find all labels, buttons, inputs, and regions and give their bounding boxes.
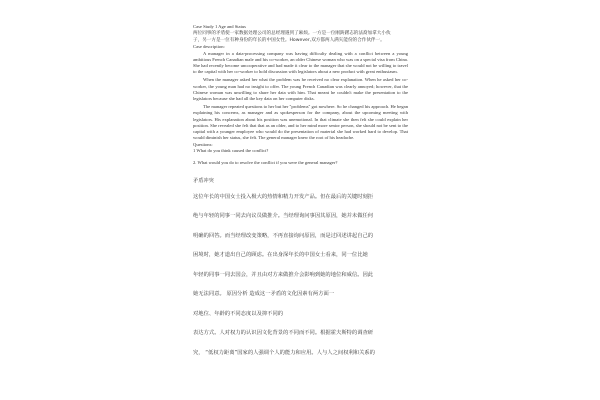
case-title: Case Study 1 Age and Status <box>193 24 246 29</box>
paragraph-2: When the manager asked her what the problem was he received no clear explanation. When he asked her co-worker, the young man had no insight to offer. The young French Canadian was clearly annoyed; however, that the Chinese woman was unwilling to share her data with him. That meant he couldn't make the presentation to the legislators because she had all the key data on her computer disks. <box>193 77 408 102</box>
intro-zh-line-1: 两位同事的矛盾使一家数据处理公司的总经理遇到了麻烦。一方是一位刚踌躇志的法裔加拿大小伙 <box>193 31 391 37</box>
analysis-line-2: 绝与年轻的同事一同去向议员做推介。当经理询问事因其原因，她并未做任何 <box>193 213 374 220</box>
intro-zh-line-2: 子，另一方是一位有种身份的年长的中国女性。However,双方都两人满矢能份的合作伙伴一。 <box>193 38 385 44</box>
analysis-line-9: 究， “低权力距离”国家的人强调个人的能力和应用。人与人之间权利和关系的 <box>193 349 375 356</box>
analysis-line-4: 困境时，她才道出自己的顾虑。在出身深年长的中国女士看来，同一位比她 <box>193 252 368 259</box>
analysis-line-6: 她无法同意。 原因分析 造成这一矛盾的文化因素有两方面一 <box>193 291 335 298</box>
paragraph-3: The manager repeated questions to her but her "problems" got nowhere. So he changed his approach. He began explaining his concerns, as manager and as spokesperson for the company, about the upcoming meeting with legislators. His explanation about his position was unemotional. In that climate she then felt she could explain her position. She revealed she felt that that as an older, and to her mind more senior person, she should not be sent to the capital with a younger employee who would do the presentation of material she had worked hard to develop. That would diminish her status, she felt. The general manager knew the root of his headache. <box>193 103 408 141</box>
paragraph-1: A manager in a data-processing company was having difficulty dealing with a conflict between a young ambitious French Canadian male and his co-worker, an older Chinese woman who was on a special visa from China. She had recently become uncooperative and had made it clear to the manager that she would not be willing to travel to the capital with her co-worker to hold discussion with legislators about a new product with great enthusiasm. <box>193 50 408 75</box>
analysis-line-1: 这位年长的中国女士投入极大的热情和精力开发产品。但在最后的关键时刻拒 <box>193 193 374 200</box>
document-page <box>193 24 408 363</box>
analysis-line-8: 表达方式。人对权力的认识因文化背景的不同而不同。根据霍夫斯特的调查研 <box>193 330 374 337</box>
analysis-line-7: 对地位、年龄的不同态度以及抑不同的 <box>193 310 284 317</box>
questions-label: Questions: <box>193 141 213 147</box>
question-1: 1 What do you think caused the conflict? <box>193 148 269 154</box>
analysis-line-5: 年轻的同事一同去国会，并且由对方来做推介会影响到她的地位和威信。因此 <box>193 271 374 278</box>
analysis-line-3: 明确的回答。而当经理改变策略，不再直接询问原因，而是过回述讲起自己的 <box>193 232 374 239</box>
question-2: 2. What would you do to resolve the conflict if you were the general manager? <box>193 160 338 166</box>
section-label: Case description: <box>193 44 225 50</box>
analysis-heading: 矛盾冲突 <box>193 177 214 184</box>
